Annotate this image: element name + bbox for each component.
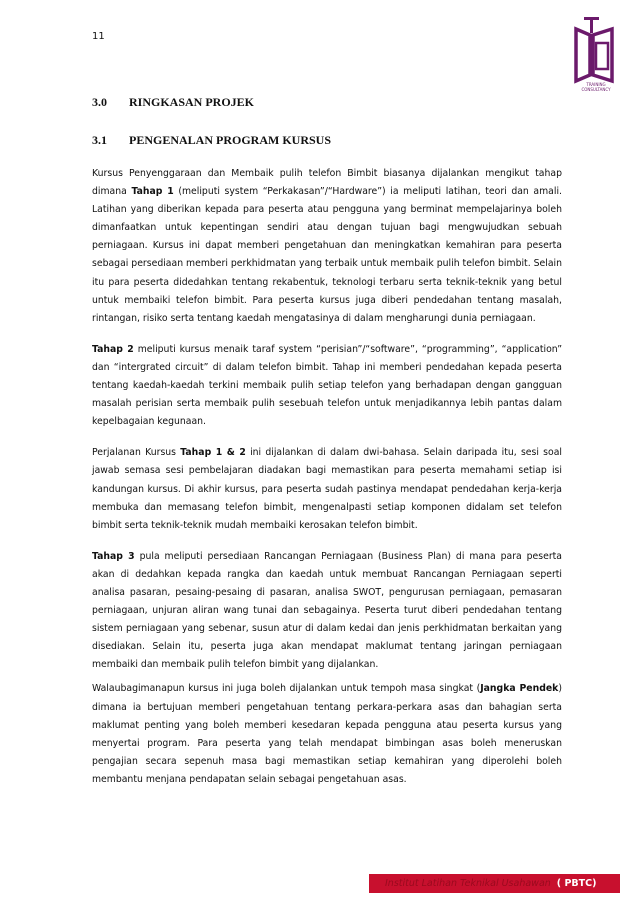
paragraph-text: meliputi kursus menaik taraf system “perisian”/“software”, “programming”, “application” dan “intergrated circuit” di dalam telefon bimbit. Tahap ini memberi pendedahan kepada peserta tentang kaedah-kaedah terkini membaik pulih setiap telefon yang berhadapan dengan gangguan masalah perisian serta membaik pulih sesebuah telefon untuk menjadikannya lebih pantas dalam kepelbagaian kegunaan. xyxy=(92,343,563,428)
paragraph-perjalanan-kursus xyxy=(92,444,562,534)
paragraph-text: ) dimana ia bertujuan memberi pengetahuan tentang perkara-perkara asas dan bahagian serta maklumat penting yang boleh memberi kesedaran kepada pengguna atau peserta kursus yang menyertai program. Para peserta yang telah mendapat bimbingan asas boleh meneruskan pengajian secara sepenuh masa bagi memastikan setiap kemahiran yang diperolehi boleh membantu menjana pendapatan selain sebagai pengetahuan asas. xyxy=(92,683,562,785)
section-heading-3-1 xyxy=(92,133,331,148)
paragraph-tahap-3 xyxy=(92,548,562,675)
footer-institution: Institut Latihan Teknikal Usahawan xyxy=(385,878,551,889)
page-number: 11 xyxy=(92,31,105,42)
paragraph-text: pula meliputi persediaan Rancangan Perniagaan (Business Plan) di mana para peserta akan di dedahkan kepada rangka dan kaedah untuk membuat Rancangan Perniagaan seperti analisa pasaran, pesaing-pesaing di pasaran, analisa SWOT, pengurusan perniagaan, pemasaran perniagaan, unjuran aliran wang tunai dan sebagainya. Peserta turut diberi pendedahan tentang sistem perniagaan yang sebenar, susun atur di dalam kedai dan jenis perkhidmatan berkaitan yang disediakan. Selain itu, peserta juga akan mendapat maklumat tentang jaringan perniagaan membaiki dan membaik pulih telefon bimbit yang dijalankan. xyxy=(92,550,562,671)
footer-banner xyxy=(369,874,620,893)
footer-abbreviation: ( PBTC) xyxy=(556,878,597,889)
paragraph-jangka-pendek xyxy=(92,680,562,789)
body-text xyxy=(92,165,562,802)
section-number: 3.1 xyxy=(92,133,107,147)
bold-text: Tahap 3 xyxy=(92,550,135,562)
paragraph-text: (meliputi system “Perkakasan”/“Hardware”) ia meliputi latihan, teori dan amali. Latihan yang diberikan kepada para peserta atau pengguna yang berminat mempelajarinya boleh dimanfaatkan untuk kepentingan sendiri atau dengan tujuan bagi mengwujudkan sebuah perniagaan. Kursus ini dapat memberi pengetahuan dan meningkatkan kemahiran para peserta sebagai persediaan memberi perkhidmatan yang terbaik untuk membaik pulih telefon bimbit. Selain itu para peserta didedahkan tentang rekabentuk, teknologi terbaru serta teknik-teknik yang betul untuk membaiki telefon bimbit. Para peserta kursus juga diberi pendedahan tentang masalah, rintangan, risiko serta tentang kaedah mengatasinya di dalam mengharungi dunia perniagaan. xyxy=(92,186,562,324)
section-title: RINGKASAN PROJEK xyxy=(129,95,255,109)
section-title: PENGENALAN PROGRAM KURSUS xyxy=(129,133,332,147)
bold-text: Tahap 2 xyxy=(92,343,134,355)
bold-text: Tahap 1 & 2 xyxy=(180,447,246,459)
paragraph-text: Perjalanan Kursus xyxy=(92,447,181,459)
section-number: 3.0 xyxy=(92,95,107,109)
paragraph-text: Kursus Penyenggaraan dan Membaik pulih telefon Bimbit biasanya dijalankan mengikut tahap dimana xyxy=(92,168,562,198)
logo-mark-icon xyxy=(570,15,622,93)
paragraph-tahap-1 xyxy=(92,165,562,328)
logo-text-consultancy: CONSULTANCY xyxy=(581,87,611,92)
bold-text: Tahap 1 xyxy=(131,186,174,198)
logo-text-training: TRAINING xyxy=(586,82,606,87)
bold-text: Jangka Pendek xyxy=(480,683,559,695)
section-heading-3-0 xyxy=(92,95,254,110)
paragraph-text: ini dijalankan di dalam dwi-bahasa. Selain daripada itu, sesi soal jawab semasa sesi pembelajaran diadakan bagi memastikan para peserta memahami setiap isi kandungan kursus. Di akhir kursus, para peserta sudah pastinya mendapat pendedahan kerja-kerja membuka dan memasang telefon bimbit, mengenalpasti setiap komponen didalam set telefon bimbit serta teknik-teknik mudah membaiki kerosakan telefon bimbit. xyxy=(92,447,562,531)
company-logo xyxy=(570,15,622,93)
paragraph-tahap-2 xyxy=(92,341,562,431)
paragraph-text: Walaubagimanapun kursus ini juga boleh dijalankan untuk tempoh masa singkat ( xyxy=(92,683,481,695)
